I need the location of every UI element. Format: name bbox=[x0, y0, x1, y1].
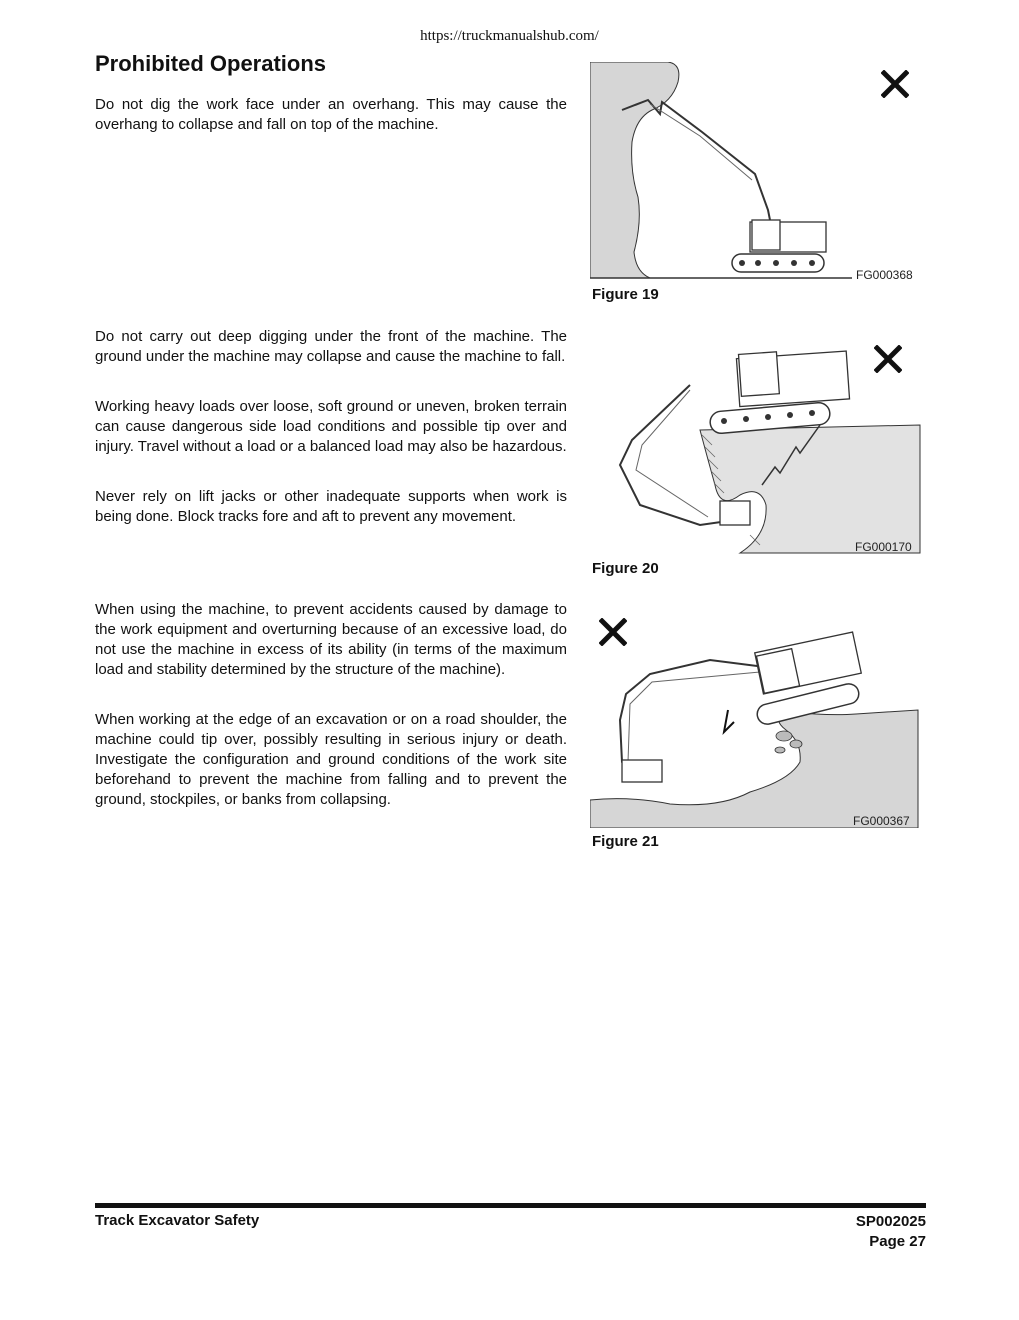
prohibited-x-icon bbox=[599, 618, 627, 646]
paragraph-lift-jacks: Never rely on lift jacks or other inadequate supports when work is being done. Block tracks fore and aft to prevent any movement. bbox=[95, 488, 567, 525]
figure-19-caption: Figure 19 bbox=[592, 286, 659, 303]
footer-title: Track Excavator Safety bbox=[95, 1212, 260, 1229]
footer-doc-id: SP002025 bbox=[855, 1213, 926, 1230]
figure-21-caption: Figure 21 bbox=[592, 833, 659, 850]
figure-21-illustration bbox=[590, 612, 920, 828]
prohibited-x-icon bbox=[881, 70, 909, 98]
figure-20-caption: Figure 20 bbox=[592, 560, 659, 577]
paragraph-deep-digging: Do not carry out deep digging under the front of the machine. The ground under the machine may collapse and cause the machine to fall. bbox=[95, 328, 567, 365]
paragraph-excessive-load: When using the machine, to prevent accidents caused by damage to the work equipment and overturning because of an excessive load, do not use the machine in excess of its ability (in terms of the maximum load and stability determined by the structure of the machine). bbox=[95, 601, 567, 678]
footer-rule bbox=[95, 1203, 926, 1208]
figure-20-code: FG000170 bbox=[855, 540, 912, 554]
paragraph-overhang: Do not dig the work face under an overhang. This may cause the overhang to collapse and fall on top of the machine. bbox=[95, 96, 567, 133]
footer-page-number: Page 27 bbox=[869, 1233, 926, 1250]
section-title: Prohibited Operations bbox=[95, 51, 327, 76]
figure-19-illustration bbox=[590, 62, 920, 282]
figure-19-code: FG000368 bbox=[856, 268, 913, 282]
figure-20-illustration bbox=[590, 335, 922, 555]
paragraph-excavation-edge: When working at the edge of an excavation or on a road shoulder, the machine could tip over, possibly resulting in serious injury or death. Investigate the configuration and ground conditions of the work site beforehand to prevent the machine from falling and to prevent the ground, stockpiles, or banks from collapsing. bbox=[95, 711, 567, 808]
footer-doc-info bbox=[856, 1212, 926, 1252]
figure-21-code: FG000367 bbox=[853, 814, 910, 828]
prohibited-x-icon bbox=[874, 345, 902, 373]
paragraph-heavy-loads: Working heavy loads over loose, soft ground or uneven, broken terrain can cause dangerous side load conditions and possible tip over and injury. Travel without a load or a balanced load may also be hazardous. bbox=[95, 398, 567, 455]
page-url: https://truckmanualshub.com/ bbox=[420, 28, 599, 44]
